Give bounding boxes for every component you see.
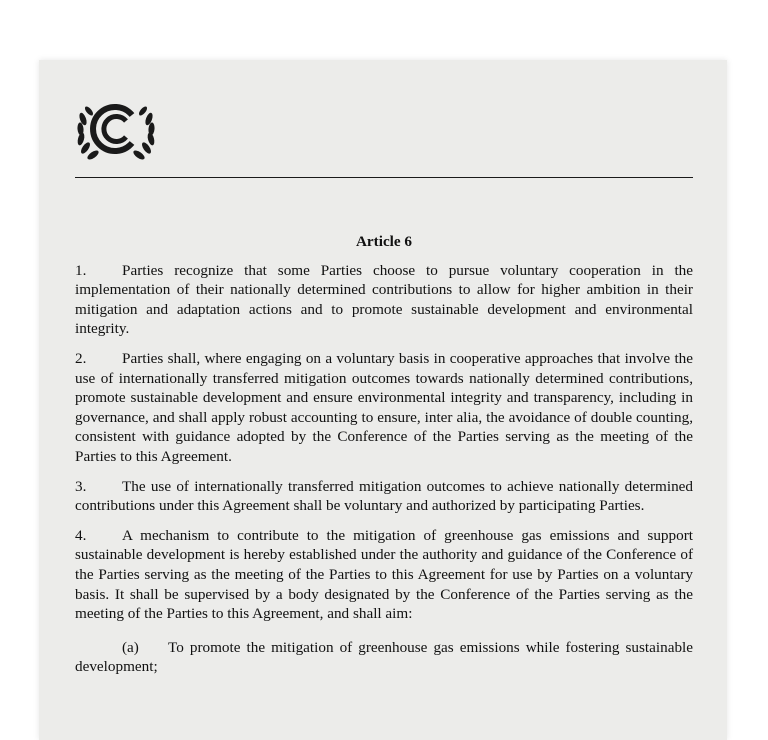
paragraph-number: 2. [75,349,87,367]
paragraph-3 [75,477,693,516]
paragraph-4 [75,526,693,624]
paragraph-text: A mechanism to contribute to the mitigation of greenhouse gas emissions and support sustainable development is hereby established under the authority and guidance of the Conference of the Parties serving as the meeting of the Parties to this Agreement for use by Parties on a voluntary basis. It shall be supervised by a body designated by the Conference of the Parties serving as the meeting of the Parties to this Agreement, and shall aim: [75,526,693,623]
document-body [75,232,693,677]
subitem-a [75,638,693,677]
header-divider [75,177,693,178]
paragraph-number: 1. [75,261,87,279]
unfccc-emblem-icon [75,91,157,163]
subitem-label: (a) [122,638,139,656]
document-page [39,60,727,740]
paragraph-1 [75,261,693,339]
article-title: Article 6 [355,233,413,250]
paragraph-text: Parties shall, where engaging on a voluntary basis in cooperative approaches that involve the use of internationally transferred mitigation outcomes towards nationally determined contributions, promote sustainable development and ensure environmental integrity and transparency, including in governance, and shall apply robust accounting to ensure, inter alia, the avoidance of double counting, consistent with guidance adopted by the Conference of the Parties serving as the meeting of the Parties to this Agreement. [75,349,693,465]
paragraph-number: 4. [75,526,87,544]
paragraph-2 [75,349,693,467]
paragraph-number: 3. [75,477,87,495]
paragraph-text: Parties recognize that some Parties choose to pursue voluntary cooperation in the implementation of their nationally determined contributions to allow for higher ambition in their mitigation and adaptation actions and to promote sustainable development and environmental integrity. [75,261,693,338]
subitem-text: To promote the mitigation of greenhouse gas emissions while fostering sustainable development; [75,638,693,676]
paragraph-text: The use of internationally transferred mitigation outcomes to achieve nationally determined contributions under this Agreement shall be voluntary and authorized by participating Parties. [75,477,693,515]
